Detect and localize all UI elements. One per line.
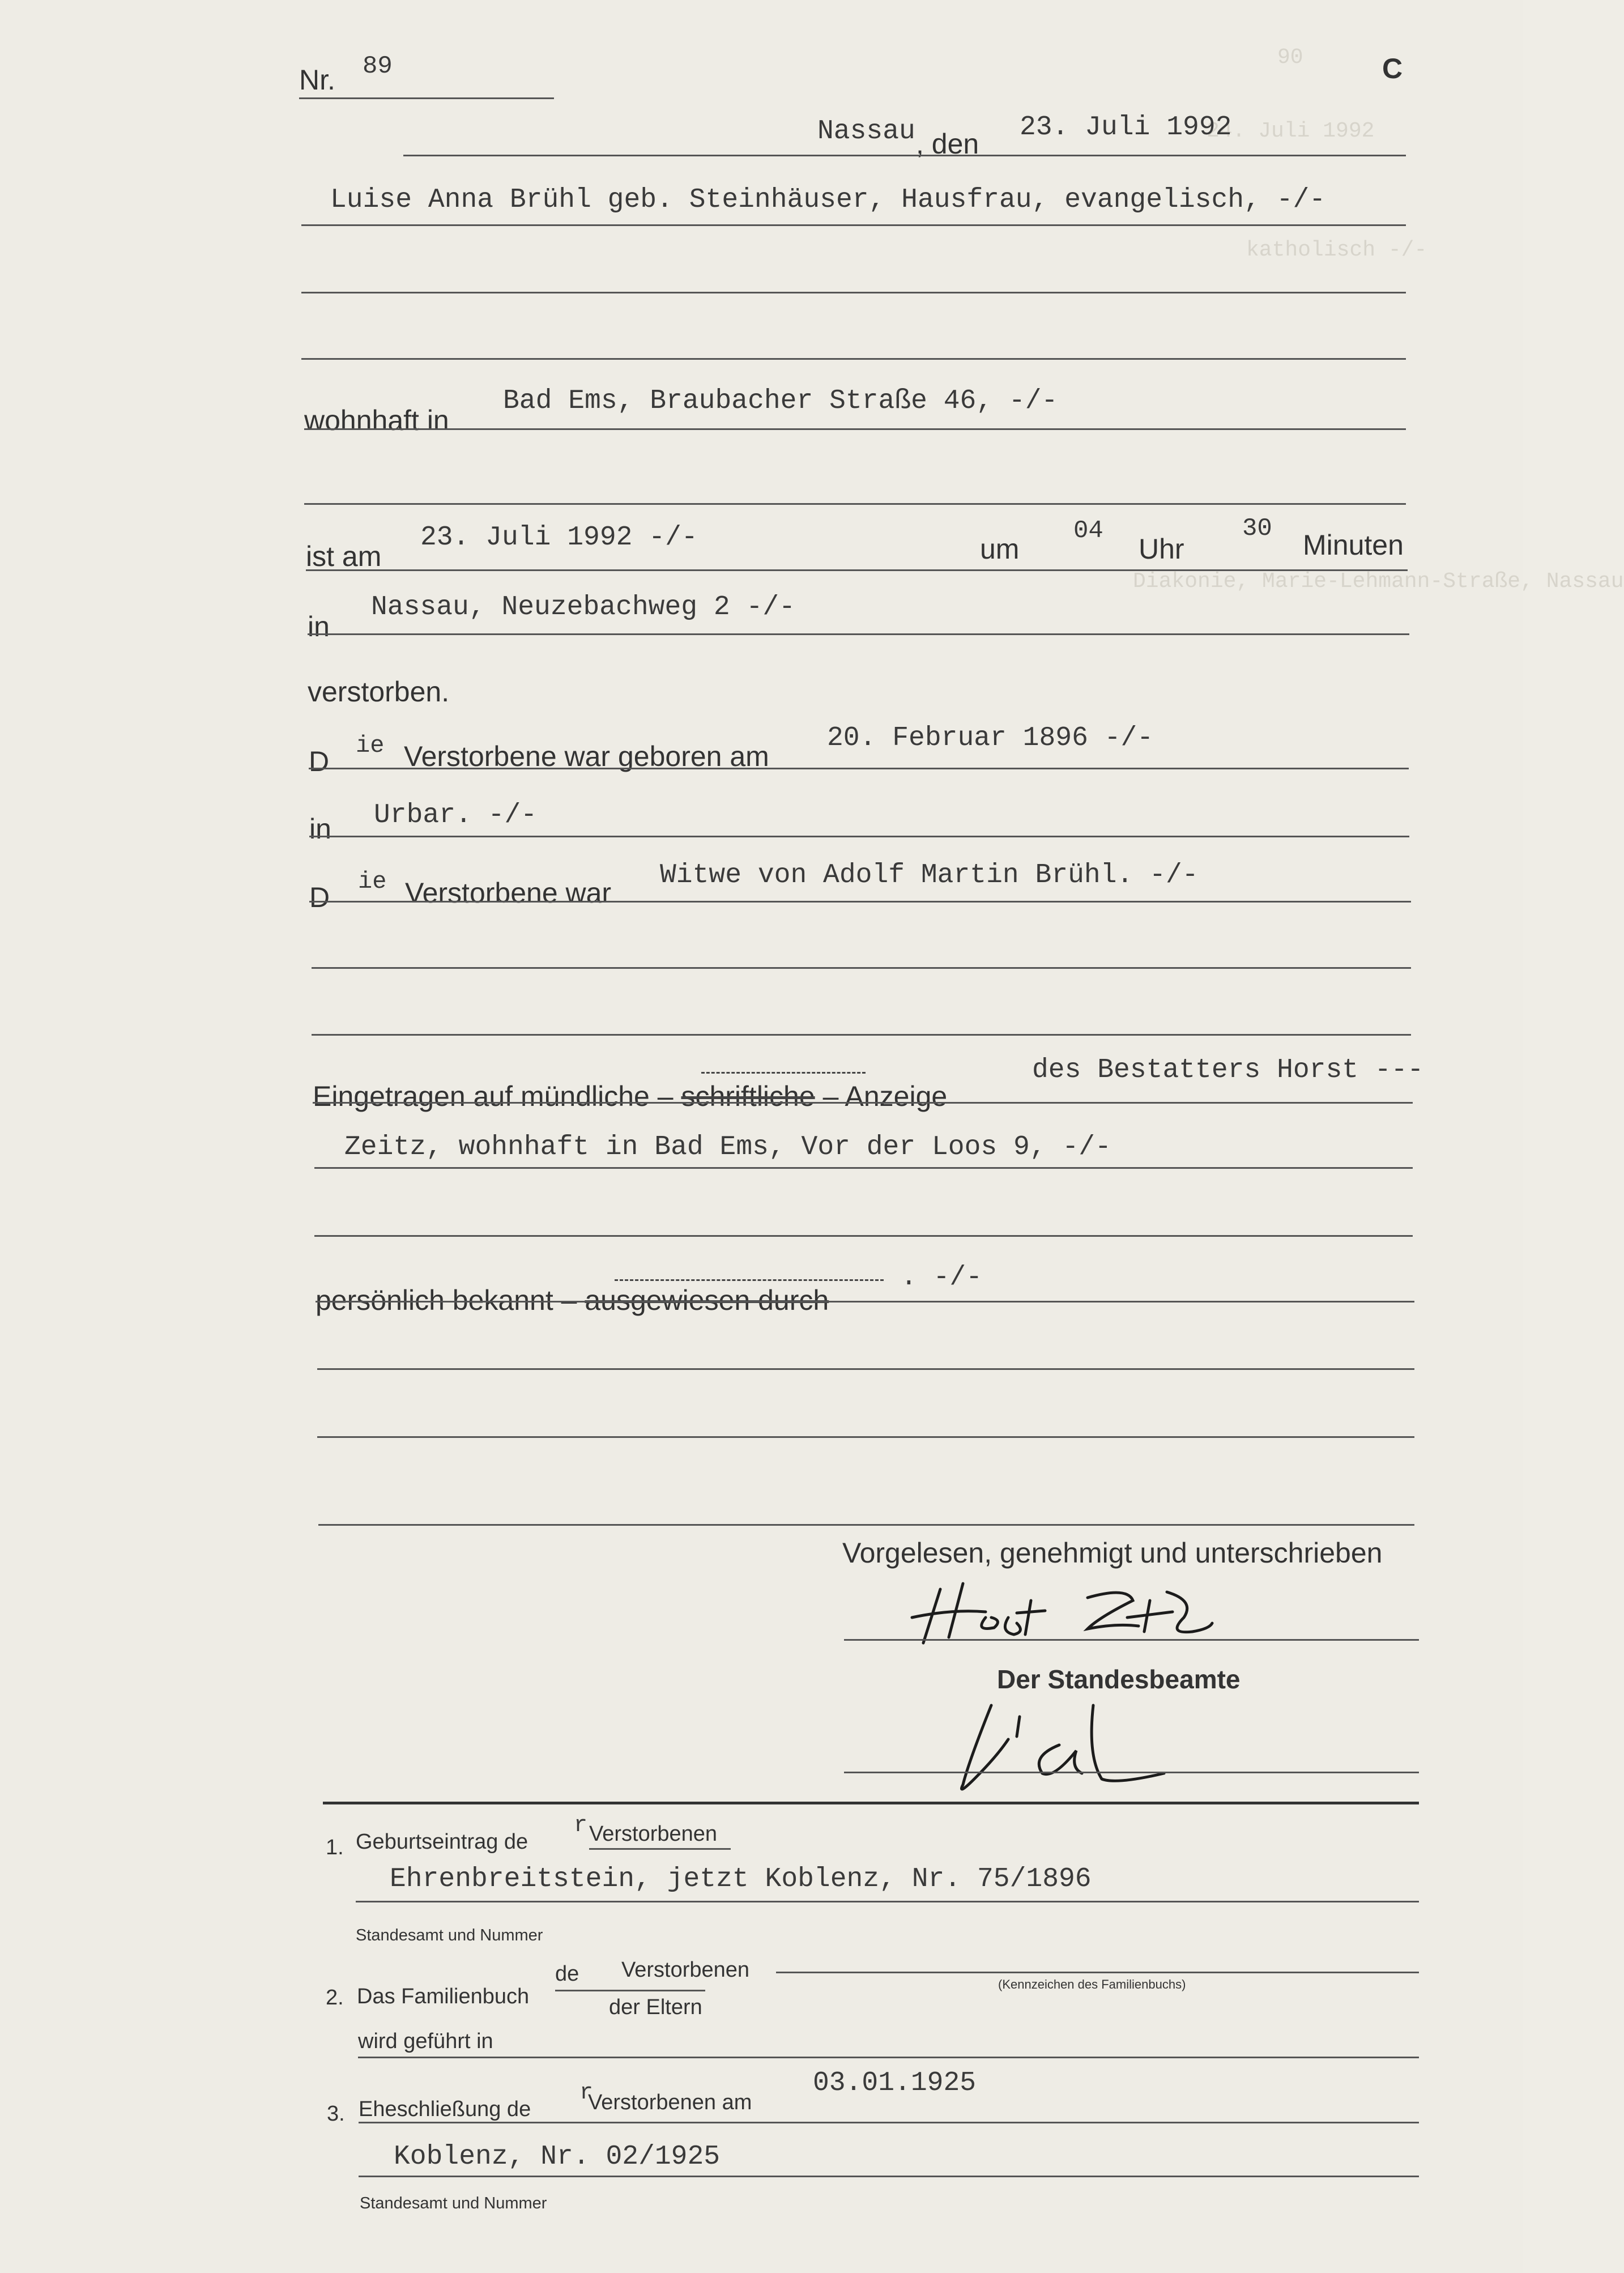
birth-place-label: in xyxy=(309,813,331,845)
note1-suffix: r xyxy=(574,1813,588,1838)
birth-date-value: 20. Februar 1896 -/- xyxy=(827,723,1154,754)
minuten-label: Minuten xyxy=(1303,529,1404,561)
identity-label-struck: ausgewiesen durch xyxy=(585,1284,829,1316)
note1-number: 1. xyxy=(326,1836,344,1859)
note3-value: Koblenz, Nr. 02/1925 xyxy=(394,2142,721,2172)
note1-label-underline xyxy=(589,1848,731,1850)
blank-line xyxy=(312,1034,1411,1036)
person-line: Luise Anna Brühl geb. Steinhäuser, Hausfrau, evangelisch, -/- xyxy=(330,185,1326,215)
registration-value-2: Zeitz, wohnhaft in Bad Ems, Vor der Loos 9, -/- xyxy=(344,1132,1111,1163)
death-hour: 04 xyxy=(1073,517,1103,545)
bleed-through-text: Diakonie, Marie-Lehmann-Straße, Nassau xyxy=(1133,569,1624,594)
identity-strike-mark xyxy=(615,1279,884,1281)
nr-value: 89 xyxy=(363,52,393,80)
notes-separator xyxy=(323,1802,1419,1804)
note1-label: Geburtseintrag de xyxy=(356,1830,528,1854)
blank-line xyxy=(301,358,1406,360)
note3-date-underline xyxy=(359,2122,1419,2123)
registration-underline-1 xyxy=(313,1102,1413,1104)
note2-label2: wird geführt in xyxy=(358,2029,493,2053)
death-date-value: 23. Juli 1992 -/- xyxy=(420,522,698,553)
bleed-through-text: 90 xyxy=(1277,45,1303,70)
identity-label xyxy=(316,1284,829,1317)
official-signature xyxy=(946,1694,1184,1802)
status-ie-suffix: ie xyxy=(358,868,387,895)
death-place-label: in xyxy=(308,611,330,642)
note3-number: 3. xyxy=(327,2102,345,2126)
status-value: Witwe von Adolf Martin Brühl. -/- xyxy=(660,860,1199,891)
note2-label: Das Familienbuch xyxy=(357,1985,530,2008)
note3-label: Eheschließung de xyxy=(359,2097,531,2121)
official-label: Der Standesbeamte xyxy=(997,1665,1241,1694)
nr-label: Nr. xyxy=(299,64,335,96)
note3-date: 03.01.1925 xyxy=(813,2068,977,2099)
signoff-label: Vorgelesen, genehmigt und unterschrieben xyxy=(842,1537,1383,1569)
den-label: , den xyxy=(916,128,979,160)
birth-place-underline xyxy=(309,836,1409,837)
registration-underline-2 xyxy=(314,1167,1413,1169)
death-date-label: ist am xyxy=(306,540,382,572)
identity-underline xyxy=(316,1301,1414,1302)
person-underline xyxy=(301,224,1406,226)
blank-line xyxy=(317,1436,1414,1438)
note1-caption: Standesamt und Nummer xyxy=(356,1926,543,1944)
note3-caption: Standesamt und Nummer xyxy=(360,2194,547,2212)
note2-de: de xyxy=(555,1962,579,1986)
identity-value: . -/- xyxy=(901,1262,983,1293)
note1-underline xyxy=(356,1901,1419,1902)
form-letter: C xyxy=(1382,53,1403,84)
registration-label xyxy=(313,1080,947,1113)
note2-option-verstorbenen: Verstorbenen xyxy=(621,1958,750,1982)
blank-line xyxy=(317,1368,1414,1370)
note1-label2: Verstorbenen xyxy=(589,1822,718,1846)
blank-line xyxy=(301,292,1406,293)
birth-label: Verstorbene war geboren am xyxy=(404,740,769,772)
status-underline xyxy=(309,901,1411,903)
note1-value: Ehrenbreitstein, jetzt Koblenz, Nr. 75/1896 xyxy=(390,1864,1092,1895)
note2-caption: (Kennzeichen des Familienbuchs) xyxy=(998,1977,1186,1991)
note2-number: 2. xyxy=(326,1986,344,2010)
residence-underline xyxy=(304,428,1406,430)
blank-line xyxy=(312,967,1411,969)
registration-strike-mark xyxy=(701,1072,866,1074)
um-label: um xyxy=(980,533,1020,565)
death-place-underline xyxy=(308,633,1409,635)
birth-d-label: D xyxy=(309,746,330,777)
birth-date-underline xyxy=(309,768,1409,769)
blank-line xyxy=(304,503,1406,505)
residence-value: Bad Ems, Braubacher Straße 46, -/- xyxy=(503,386,1058,416)
note3-suffix: r xyxy=(579,2080,594,2106)
registration-label-struck: schriftliche xyxy=(681,1080,815,1112)
place-date-underline xyxy=(403,155,1406,156)
bleed-through-text: katholisch -/- xyxy=(1246,238,1427,262)
blank-line xyxy=(318,1524,1414,1526)
uhr-label: Uhr xyxy=(1139,533,1184,565)
death-minutes: 30 xyxy=(1242,514,1272,543)
death-date-underline xyxy=(306,569,1408,571)
death-place-value: Nassau, Neuzebachweg 2 -/- xyxy=(371,592,795,623)
note3-underline xyxy=(359,2176,1419,2177)
status-d-label: D xyxy=(309,882,330,913)
verstorben-label: verstorben. xyxy=(308,676,450,708)
registration-label-part2: – Anzeige xyxy=(822,1080,948,1112)
residence-label: wohnhaft in xyxy=(304,405,449,436)
witness-signature-line xyxy=(844,1639,1419,1641)
birth-ie-suffix: ie xyxy=(356,732,385,759)
note2-value-line xyxy=(776,1972,1419,1973)
birth-place-value: Urbar. -/- xyxy=(374,800,538,831)
status-label: Verstorbene war xyxy=(405,877,612,909)
registration-label-part1: Eingetragen auf mündliche – xyxy=(313,1080,674,1112)
note2-de-divider xyxy=(555,1990,705,1991)
note3-label2: Verstorbenen am xyxy=(588,2091,752,2114)
date-value: 23. Juli 1992 xyxy=(1020,112,1232,143)
note2-option-eltern: der Eltern xyxy=(609,1995,702,2019)
official-signature-line xyxy=(844,1772,1419,1773)
blank-line xyxy=(314,1235,1413,1237)
place-value: Nassau xyxy=(817,116,915,147)
identity-label-part1: persönlich bekannt – xyxy=(316,1284,577,1316)
registration-value-1: des Bestatters Horst --- xyxy=(1032,1055,1424,1086)
nr-underline xyxy=(299,97,554,99)
bleed-through-text: 24. Juli 1992 xyxy=(1207,119,1375,143)
witness-signature xyxy=(901,1578,1218,1657)
note2-underline xyxy=(358,2057,1419,2058)
